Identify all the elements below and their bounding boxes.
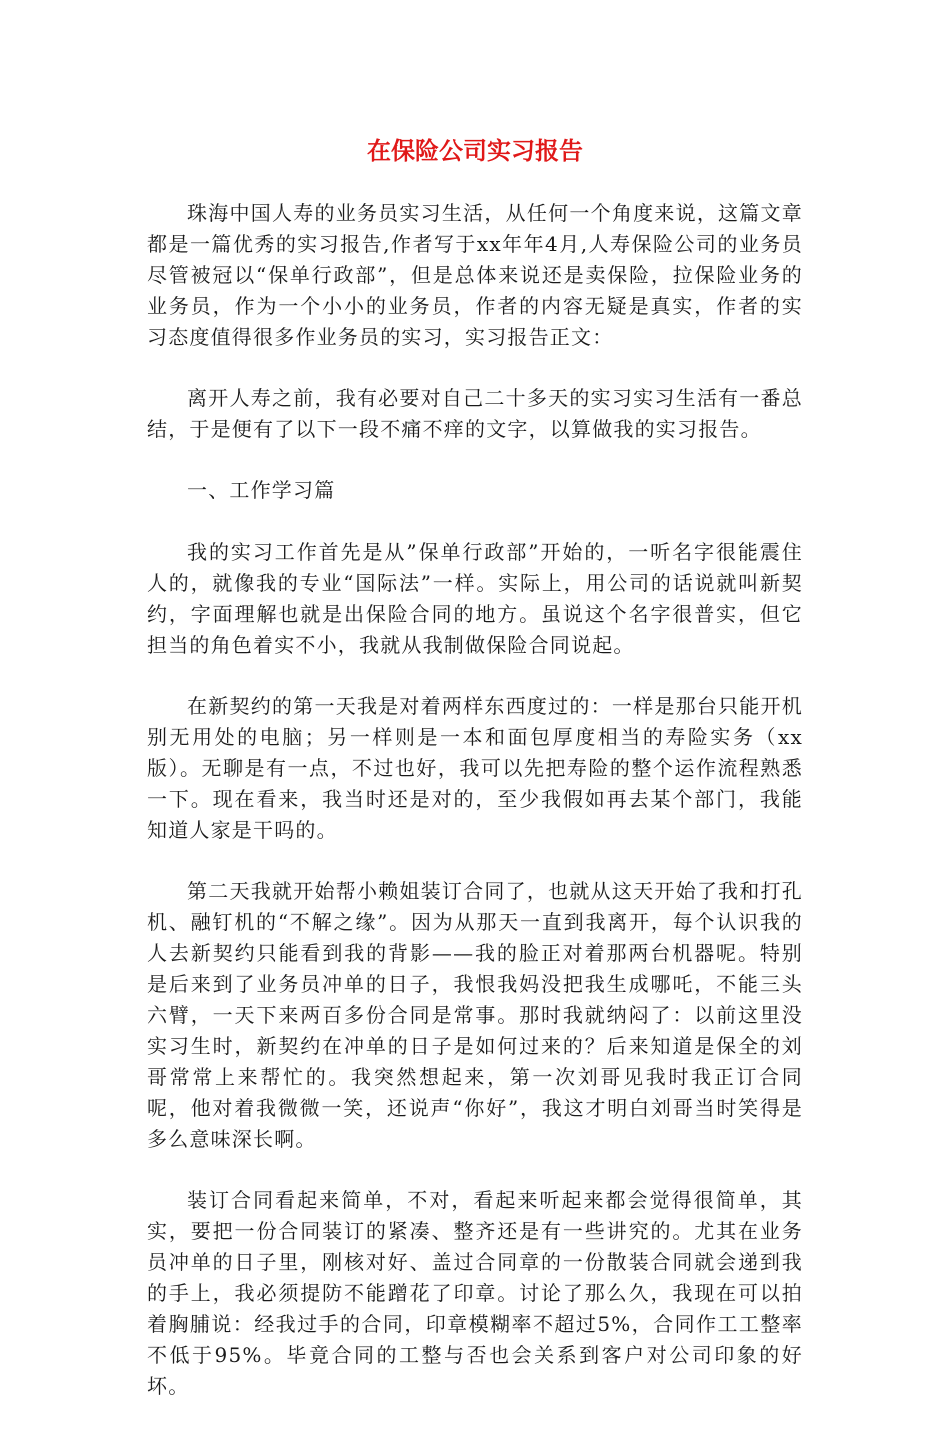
section-heading: 一、工作学习篇 <box>187 478 336 502</box>
intro-paragraph: 珠海中国人寿的业务员实习生活，从任何一个角度来说，这篇文章都是一篇优秀的实习报告,作者写于xx年年4月,人寿保险公司的业务员尽管被冠以“保单行政部”，但是总体来说还是卖保险，拉保险业务的业务员，作为一个小小的业务员，作者的内容无疑是真实，作者的实习态度值得很多作业务员的实习，实习报告正文： <box>147 201 803 349</box>
body-paragraph: 在新契约的第一天我是对着两样东西度过的：一样是那台只能开机别无用处的电脑；另一样则是一本和面包厚度相当的寿险实务（xx版）。无聊是有一点，不过也好，我可以先把寿险的整个运作流程熟悉一下。现在看来，我当时还是对的，至少我假如再去某个部门，我能知道人家是干吗的。 <box>147 694 803 842</box>
document-title: 在保险公司实习报告 <box>367 137 583 165</box>
body-paragraph: 第二天我就开始帮小赖姐装订合同了，也就从这天开始了我和打孔机、融钉机的“不解之缘”。因为从那天一直到我离开，每个认识我的人去新契约只能看到我的背影——我的脸正对着那两台机器呢。特别是后来到了业务员冲单的日子，我恨我妈没把我生成哪吒，不能三头六臂，一天下来两百多份合同是常事。那时我就纳闷了：以前这里没实习生时，新契约在冲单的日子是如何过来的？后来知道是保全的刘哥常常上来帮忙的。我突然想起来，第一次刘哥见我时我正订合同呢，他对着我微微一笑，还说声“你好”，我这才明白刘哥当时笑得是多么意味深长啊。 <box>147 879 803 1151</box>
body-paragraph: 我的实习工作首先是从”保单行政部”开始的，一听名字很能震住人的，就像我的专业“国际法”一样。实际上，用公司的话说就叫新契约，字面理解也就是出保险合同的地方。虽说这个名字很普实，但它担当的角色着实不小，我就从我制做保险合同说起。 <box>147 540 803 657</box>
body-paragraph: 装订合同看起来简单，不对，看起来听起来都会觉得很简单，其实，要把一份合同装订的紧凑、整齐还是有一些讲究的。尤其在业务员冲单的日子里，刚核对好、盖过合同章的一份散装合同就会递到我的手上，我必须提防不能蹭花了印章。讨论了那么久，我现在可以拍着胸脯说：经我过手的合同，印章模糊率不超过5%，合同作工工整率不低于95%。毕竟合同的工整与否也会关系到客户对公司印象的好坏。 <box>147 1188 803 1398</box>
summary-paragraph: 离开人寿之前，我有必要对自己二十多天的实习实习生活有一番总结，于是便有了以下一段不痛不痒的文字，以算做我的实习报告。 <box>147 386 803 441</box>
document-body <box>147 198 803 1432</box>
